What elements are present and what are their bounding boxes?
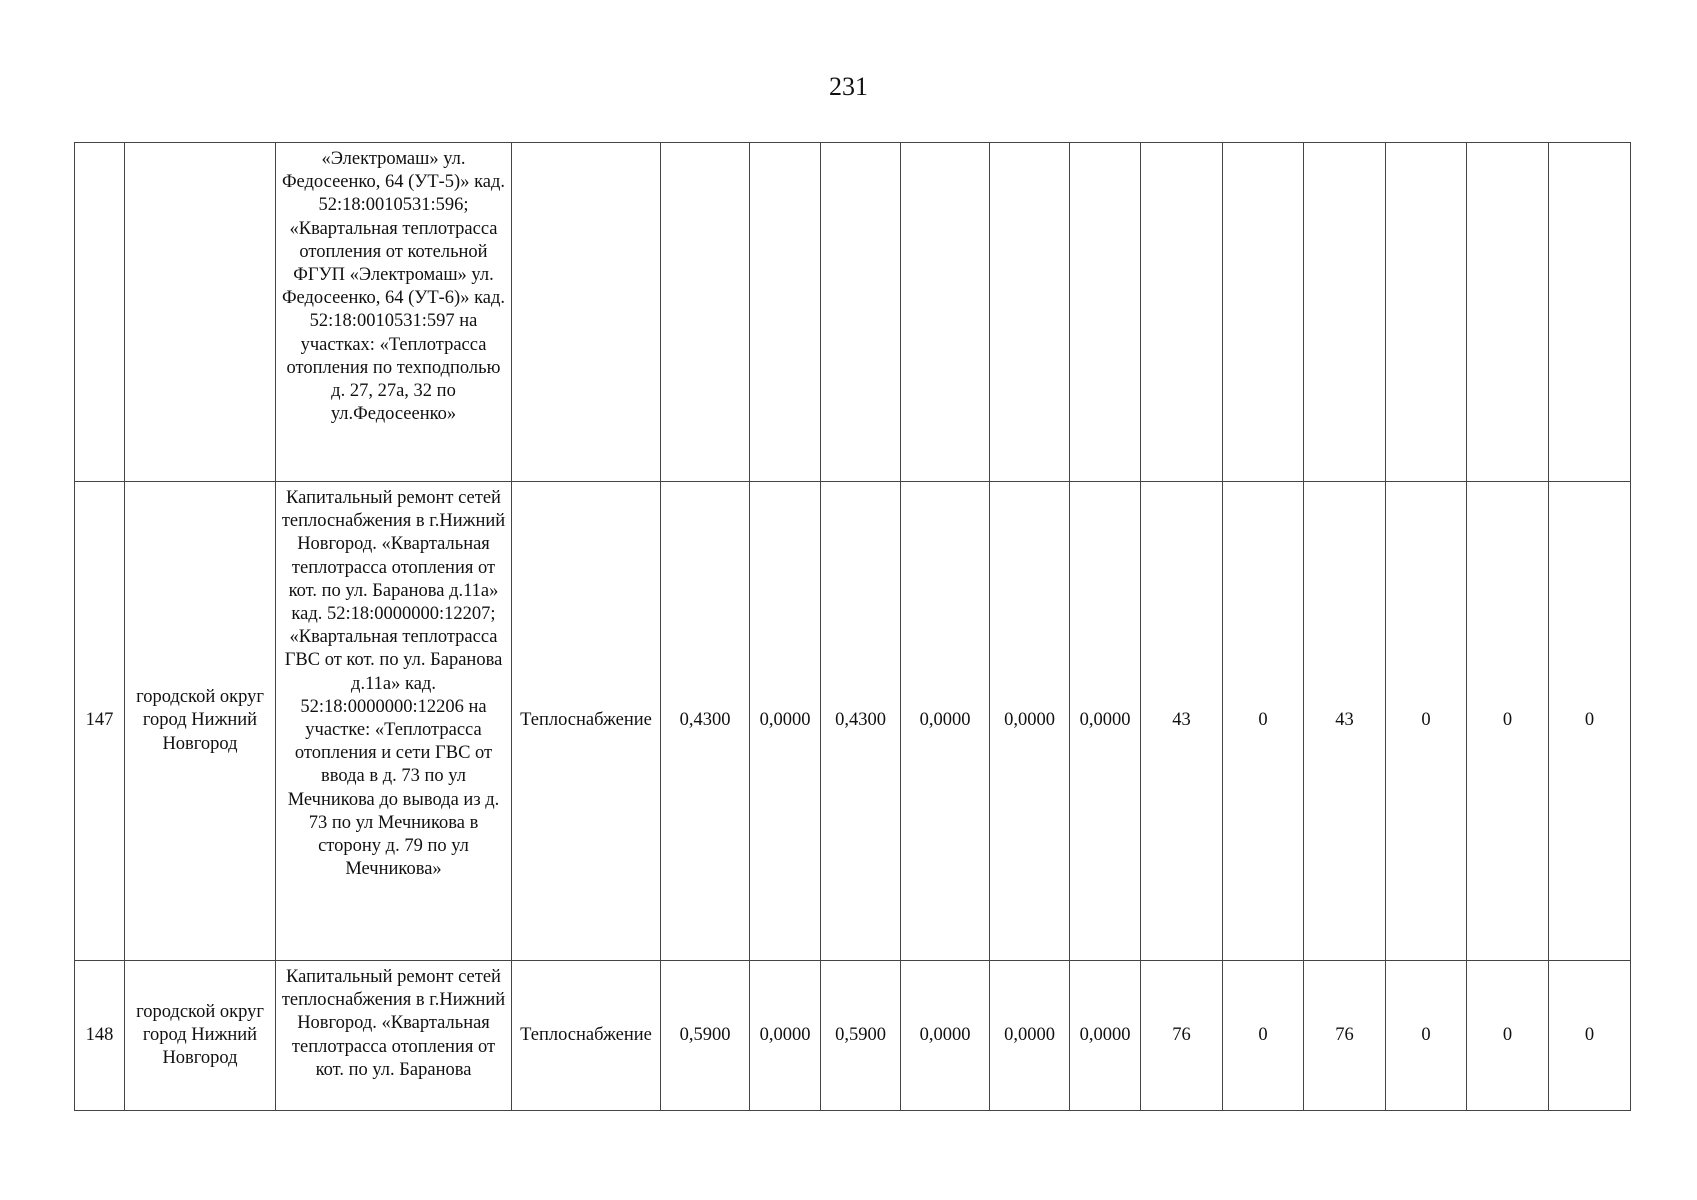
description-cell: «Электромаш» ул. Федосеенко, 64 (УТ-5)» кад. 52:18:0010531:596; «Квартальная теплотрасса отопления от котельной ФГУП «Электромаш» ул. Федосеенко, 64 (УТ-6)» кад. 52:18:0010531:597 на участках: «Теплотрасса отопления по техподполью д. 27, 27а, 32 по ул.Федосеенко» (276, 143, 512, 482)
municipality-cell (125, 143, 276, 482)
table-row (75, 961, 1631, 1111)
value-cell: 76 (1304, 961, 1386, 1111)
value-cell: 0 (1386, 961, 1467, 1111)
data-table (74, 142, 1631, 1111)
value-cell (1304, 143, 1386, 482)
value-cell: 0 (1549, 961, 1631, 1111)
value-cell: 0 (1223, 961, 1304, 1111)
value-cell: 0 (1467, 482, 1549, 961)
value-cell: 0 (1223, 482, 1304, 961)
municipality-cell: городской округ город Нижний Новгород (125, 482, 276, 961)
value-cell (1070, 143, 1141, 482)
table-row (75, 143, 1631, 482)
type-cell: Теплоснабжение (512, 482, 661, 961)
value-cell (661, 143, 750, 482)
value-cell (821, 143, 901, 482)
value-cell: 0,0000 (990, 961, 1070, 1111)
value-cell (1386, 143, 1467, 482)
municipality-cell: городской округ город Нижний Новгород (125, 961, 276, 1111)
value-cell: 0 (1549, 482, 1631, 961)
value-cell: 0,0000 (901, 961, 990, 1111)
value-cell: 0,0000 (901, 482, 990, 961)
value-cell: 0,0000 (750, 961, 821, 1111)
value-cell: 0,0000 (750, 482, 821, 961)
type-cell: Теплоснабжение (512, 961, 661, 1111)
type-cell (512, 143, 661, 482)
row-number (75, 143, 125, 482)
value-cell: 0,0000 (1070, 482, 1141, 961)
value-cell (1467, 143, 1549, 482)
value-cell: 0,5900 (661, 961, 750, 1111)
value-cell (1223, 143, 1304, 482)
value-cell (1141, 143, 1223, 482)
value-cell: 0,4300 (821, 482, 901, 961)
value-cell: 0,5900 (821, 961, 901, 1111)
value-cell (901, 143, 990, 482)
row-number: 148 (75, 961, 125, 1111)
page-number: 231 (829, 72, 868, 101)
description-cell: Капитальный ремонт сетей теплоснабжения в г.Нижний Новгород. «Квартальная теплотрасса отопления от кот. по ул. Баранова (276, 961, 512, 1111)
value-cell: 0,0000 (1070, 961, 1141, 1111)
value-cell: 0,4300 (661, 482, 750, 961)
value-cell (990, 143, 1070, 482)
value-cell: 0 (1467, 961, 1549, 1111)
value-cell: 0 (1386, 482, 1467, 961)
value-cell (1549, 143, 1631, 482)
value-cell: 0,0000 (990, 482, 1070, 961)
value-cell (750, 143, 821, 482)
value-cell: 43 (1304, 482, 1386, 961)
value-cell: 76 (1141, 961, 1223, 1111)
table-row (75, 482, 1631, 961)
value-cell: 43 (1141, 482, 1223, 961)
description-cell: Капитальный ремонт сетей теплоснабжения в г.Нижний Новгород. «Квартальная теплотрасса отопления от кот. по ул. Баранова д.11а» кад. 52:18:0000000:12207; «Квартальная теплотрасса ГВС от кот. по ул. Баранова д.11а» кад. 52:18:0000000:12206 на участке: «Теплотрасса отопления и сети ГВС от ввода в д. 73 по ул Мечникова до вывода из д. 73 по ул Мечникова в сторону д. 79 по ул Мечникова» (276, 482, 512, 961)
row-number: 147 (75, 482, 125, 961)
